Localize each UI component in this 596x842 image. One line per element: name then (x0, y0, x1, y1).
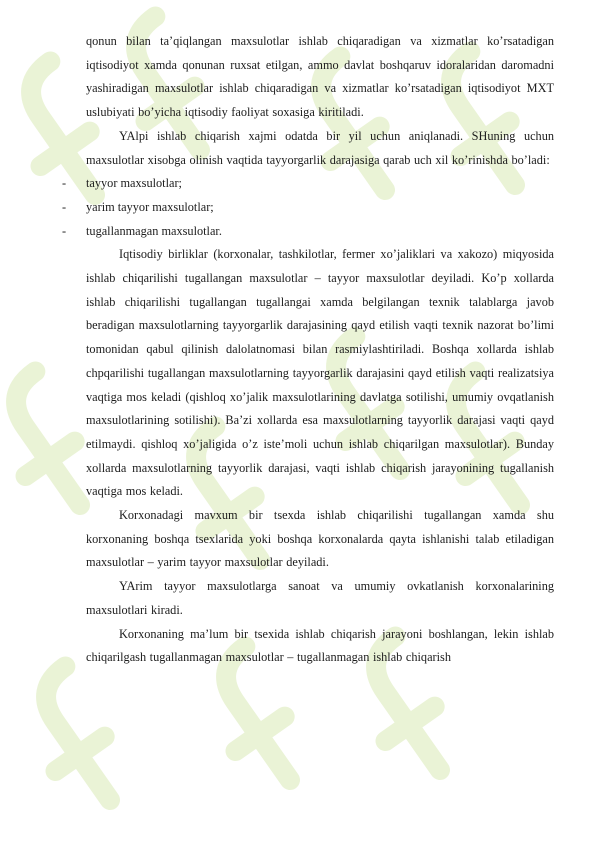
list-item (62, 196, 554, 220)
list-item (62, 220, 554, 244)
paragraph: Iqtisodiy birliklar (korxonalar, tashkilotlar, fermer xo’jaliklari va xakozo) miqyosida ishlab chiqarilishi tugallangan maxsulotlar – tayyor maxsulotlar deyiladi. Ko’p xollarda ishlab chiqarilishi tugallangan tugallangai xamda belgilangan texnik talablarga javob beradigan maxsulotlarning tayyorgarlik darajasining qayd etilish vaqti texnik nazorat bo’limi tomonidan qabul qilinish dalolatnomasi bilan rasmiylashtiriladi. Boshqa xollarda ishlab chpqarilishi tugallangan maxsulotlarning tayyorgarlik darajasini qayd etilish vaqti realizatsiya vaqtiga mos keladi (qishloq xo’jalik maxsulotlarining davlatga sotilishi, umumiy ovqatlanish maxsulotlarining sotilishi). Ba’zi xollarda esa maxsulotlarning tayyorlik darajasi vaqti qayd etilmaydi. qishloq xo’jaligida o’z iste’moli uchun ishlab chiqarilgan maxsulotlar). Bunday xollarda maxsulotlarning tayyorlik darajasi, vaqti ishlab chiqarish jarayonining tugallanish vaqtiga mos keladi. (86, 247, 554, 499)
list-marker: - (62, 199, 67, 214)
list-item-text: tugallanmagan maxsulotlar. (86, 223, 222, 238)
list-item-text: yarim tayyor maxsulotlar; (86, 199, 214, 214)
list-marker: - (62, 223, 67, 238)
watermark-mark (10, 666, 143, 816)
paragraph: YArim tayyor maxsulotlarga sanoat va umumiy ovkatlanish korxonalarining maxsulotlari kiradi. (86, 579, 554, 617)
document-page (62, 30, 554, 670)
list-marker: - (62, 176, 67, 191)
paragraph: Korxonaning ma’lum bir tsexida ishlab chiqarish jarayoni boshlangan, lekin ishlab chiqarilgash tugallanmagan maxsulotlar – tugallanmagan ishlab chiqarish (86, 626, 554, 665)
bullet-list (62, 172, 554, 243)
list-item-text: tayyor maxsulotlar; (86, 176, 182, 191)
paragraph: qonun bilan ta’qiqlangan maxsulotlar ishlab chiqaradigan va xizmatlar ko’rsatadigan iqtisodiyot xamda qonunan ruxsat etilgan, ammo davlat boshqaruv idoralaridan daromadni yashiradigan maxsulotlar ishlab chiqaradigan va xizmatlar ko’rsatadigan iqtisodiyot MXT uslubiyati bo’yicha iqtisodiy faoliyat soxasiga kiritiladi. (86, 34, 554, 120)
list-item (62, 172, 554, 196)
paragraph: YAlpi ishlab chiqarish xajmi odatda bir yil uchun aniqlanadi. SHuning uchun maxsulotlar xisobga olinish vaqtida tayyorgarlik darajasiga qarab uch xil ko’rinishda bo’ladi: (86, 128, 554, 167)
paragraph: Korxonadagi mavxum bir tsexda ishlab chiqarilishi tugallangan xamda shu korxonaning boshqa tsexlarida yoki boshqa korxonalarda qayta ishlanishi talab etiladigan maxsulotlar – yarim tayyor maxsulotlar deyiladi. (86, 508, 554, 570)
